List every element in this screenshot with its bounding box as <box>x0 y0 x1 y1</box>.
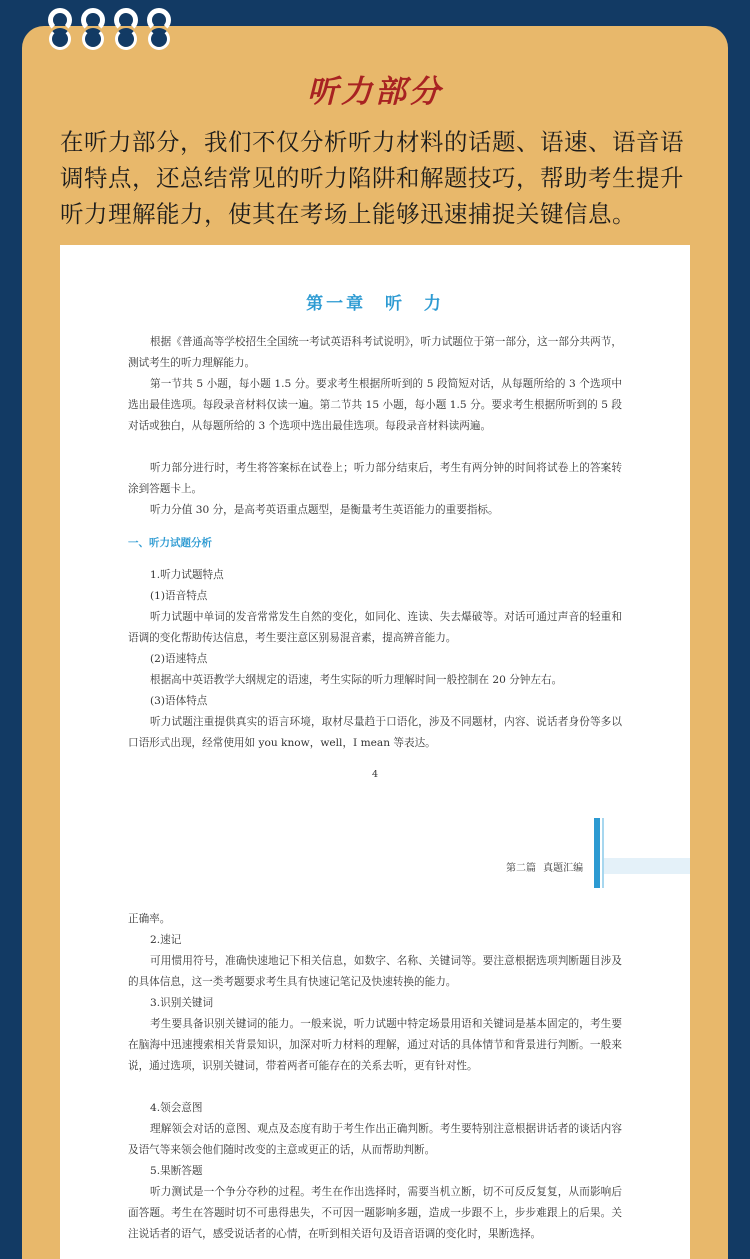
paragraph: 理解领会对话的意图、观点及态度有助于考生作出正确判断。考生要特别注意根据讲话者的谈话内容及语气等来领会他们随时改变的主意或更正的话，从而帮助判断。 <box>128 1123 622 1156</box>
binder-ring-icon <box>48 8 72 52</box>
subheading: (1)语音特点 <box>150 590 208 602</box>
binder-ring-icon <box>147 8 171 52</box>
paragraph: 听力试题注重提供真实的语言环境，取材尽量趋于口语化，涉及不同题材，内容、说话者身份等多以口语形式出现，经常使用如 you know，well，I mean 等表达。 <box>128 716 622 749</box>
page-number: 4 <box>371 769 379 780</box>
running-head-band <box>604 858 690 874</box>
section-heading: 一、听力试题分析 <box>128 537 212 549</box>
binder-ring-icon <box>114 8 138 52</box>
subheading: 1.听力试题特点 <box>150 569 224 581</box>
paragraph: 听力测试是一个争分夺秒的过程。考生在作出选择时，需要当机立断，切不可反反复复，从而影响后面答题。考生在答题时切不可患得患失，不可因一题影响多题，造成一步跟不上，步步难跟上的后果。关注说话者的语气，感受说话者的心情，在听到相关语句及语音语调的变化时，果断选择。 <box>128 1186 622 1240</box>
paragraph: 根据《普通高等学校招生全国统一考试英语科考试说明》，听力试题位于第一部分，这一部分共两节，测试考生的听力理解能力。 <box>128 336 622 369</box>
paragraph: 第一节共 5 小题，每小题 1.5 分。要求考生根据所听到的 5 段简短对话，从每题所给的 3 个选项中选出最佳选项。每段录音材料仅读一遍。第二节共 15 小题，每小题 1.5 分。要求考生根据所听到的 5 段对话或独白，从每题所给的 3 个选项中选出最佳选项。每段录音材料读两遍。 <box>128 378 622 432</box>
subheading: 3.识别关键词 <box>150 997 214 1009</box>
intro-text: 在听力部分，我们不仅分析听力材料的话题、语速、语音语调特点，还总结常见的听力陷阱和解题技巧，帮助考生提升听力理解能力，使其在考场上能够迅速捕捉关键信息。 <box>60 128 684 228</box>
paragraph: 听力试题中单词的发音常常发生自然的变化，如同化、连读、失去爆破等。对话可通过声音的轻重和语调的变化帮助传达信息，考生要注意区别易混音素，提高辨音能力。 <box>128 611 622 644</box>
paragraph: 可用惯用符号，准确快速地记下相关信息，如数字、名称、关键词等。要注意根据选项判断题目涉及的具体信息，这一类考题要求考生具有快速记笔记及快速转换的能力。 <box>128 955 622 988</box>
page-divider-bar <box>594 818 600 888</box>
subheading: 4.领会意图 <box>150 1102 203 1114</box>
running-head: 第二篇 真题汇编 <box>506 863 584 874</box>
paragraph: 听力分值 30 分，是高考英语重点题型，是衡量考生英语能力的重要指标。 <box>150 504 499 516</box>
paragraph: 听力部分进行时，考生将答案标在试卷上；听力部分结束后，考生有两分钟的时间将试卷上的答案转涂到答题卡上。 <box>128 462 622 495</box>
subheading: 2.速记 <box>150 934 182 946</box>
subheading: 5.果断答题 <box>150 1165 203 1177</box>
paragraph: 考生要具备识别关键词的能力。一般来说，听力试题中特定场景用语和关键词是基本固定的，考生要在脑海中迅速搜索相关背景知识，加深对听力材料的理解，通过对话的具体情节和背景进行判断。一般来说，通过选项，识别关键词，带着两者可能存在的关系去听，更有针对性。 <box>128 1018 622 1072</box>
chapter-title: 第一章 听 力 <box>306 294 444 314</box>
section-title: 听力部分 <box>307 74 443 110</box>
paragraph: 根据高中英语教学大纲规定的语速，考生实际的听力理解时间一般控制在 20 分钟左右。 <box>150 674 563 686</box>
paragraph: 正确率。 <box>128 913 171 925</box>
book-page-scan <box>60 245 690 1259</box>
binder-rings <box>48 8 171 52</box>
binder-ring-icon <box>81 8 105 52</box>
subheading: (3)语体特点 <box>150 695 208 707</box>
subheading: (2)语速特点 <box>150 653 208 665</box>
